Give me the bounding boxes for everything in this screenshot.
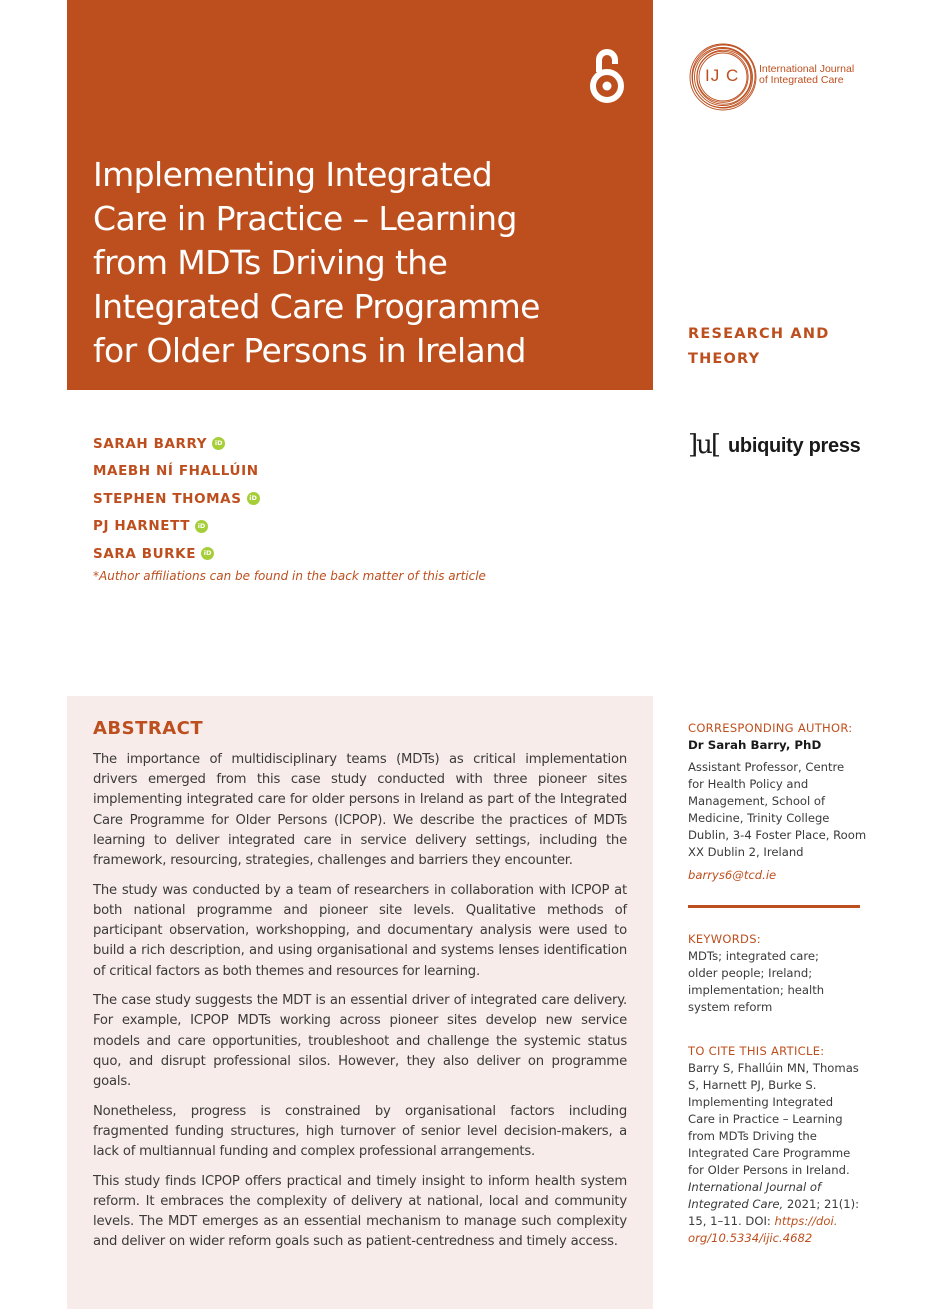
publisher-name: ubiquity press [728, 435, 861, 457]
author[interactable] [93, 513, 260, 541]
corresponding-name: Dr Sarah Barry, PhD [688, 738, 822, 752]
abstract-paragraph: The importance of multidisciplinary teams (MDTs) as critical implementation drivers emerged from this case study conducted with three pioneer sites implementing integrated care for older persons in Ireland as part of the Integrated Care Programme for Older Persons (ICPOP). We describe the practices of MDTs learning to deliver integrated care in service delivery settings, including the framework, resourcing, strategies, challenges and barriers they encounter. [93, 752, 627, 869]
orcid-icon[interactable]: iD [195, 520, 208, 533]
article-type: RESEARCH AND THEORY [688, 326, 830, 367]
corresponding-label: CORRESPONDING AUTHOR: [688, 721, 853, 735]
author[interactable] [93, 540, 260, 568]
keywords-label: KEYWORDS: [688, 932, 761, 946]
author-name: STEPHEN THOMAS [93, 490, 242, 507]
citation-journal: International Journal of Integrated Care, [688, 1180, 822, 1211]
citation-label: TO CITE THIS ARTICLE: [688, 1044, 825, 1058]
author-name: SARA BURKE [93, 545, 197, 562]
corresponding-author [688, 720, 868, 884]
abstract-paragraph: Nonetheless, progress is constrained by organisational factors including fragmented funding structures, high turnover of senior level decision-makers, a lack of multiannual funding and complex professional arrangements. [93, 1103, 627, 1160]
abstract-panel [67, 696, 653, 1309]
keywords-text: MDTs; integrated care; older people; Ireland; implementation; health system reform [688, 949, 825, 1014]
title-block [67, 0, 653, 390]
sidebar-divider [688, 905, 860, 908]
journal-logo [688, 42, 878, 112]
author[interactable] [93, 430, 260, 458]
open-access-icon [587, 42, 627, 106]
author[interactable] [93, 458, 260, 486]
abstract-heading: ABSTRACT [93, 718, 204, 739]
author[interactable] [93, 485, 260, 513]
abstract-paragraph: This study finds ICPOP offers practical and timely insight to inform health system reform. It embraces the complexity of delivery at national, local and community levels. The MDT emerges as an essential mechanism to manage such complexity and deliver on wider reform goals such as patient-centredness and timely access. [93, 1173, 627, 1250]
citation-details: 2021; 21(1): 15, 1–11. DOI: [688, 1197, 860, 1228]
abstract-body [93, 750, 627, 1262]
citation-doi-link[interactable]: https://doi. org/10.5334/ijic.4682 [688, 1214, 838, 1245]
author-name: MAEBH NÍ FHALLÚIN [93, 463, 259, 480]
publisher-mark: ]u[ [688, 430, 720, 460]
author-name: SARAH BARRY [93, 435, 208, 452]
journal-abbrev: IJ C [705, 66, 740, 85]
orcid-icon[interactable]: iD [247, 492, 260, 505]
orcid-icon[interactable]: iD [212, 437, 225, 450]
affiliation-note: *Author affiliations can be found in the back matter of this article [93, 569, 486, 583]
publisher-logo [688, 430, 868, 464]
corresponding-email[interactable]: barrys6@tcd.ie [688, 868, 777, 882]
author-name: PJ HARNETT [93, 518, 191, 535]
abstract-paragraph: The study was conducted by a team of researchers in collaboration with ICPOP at both national programme and pioneer site levels. Qualitative methods of participant observation, workshopping, and documentary analysis were used to build a rich description, and using organisational and systems lenses identification of critical factors as both themes and resources for learning. [93, 882, 627, 979]
citation-text [688, 1060, 868, 1247]
article-title: Implementing Integrated Care in Practice – Learning from MDTs Driving the Integrated Care Programme for Older Persons in Ireland [93, 155, 540, 370]
citation-plain: Barry S, Fhallúin MN, Thomas S, Harnett PJ, Burke S. Implementing Integrated Care in Practice – Learning from MDTs Driving the Integrated Care Programme for Older Persons in Ireland. [688, 1061, 859, 1177]
author-list [93, 430, 260, 568]
orcid-icon[interactable]: iD [201, 547, 214, 560]
keywords-section [688, 931, 868, 1016]
abstract-paragraph: The case study suggests the MDT is an essential driver of integrated care delivery. For example, ICPOP MDTs working across pioneer sites develop new service models and care opportunities, troubleshoot and challenge the systemic status quo, and disrupt professional silos. However, they also deliver on programme goals. [93, 993, 627, 1090]
corresponding-address: Assistant Professor, Centre for Health Policy and Management, School of Medicine, Trinity College Dublin, 3-4 Foster Place, Room XX Dublin 2, Ireland [688, 760, 867, 859]
citation-section [688, 1043, 868, 1247]
journal-name: International Journal of Integrated Care [759, 63, 855, 86]
